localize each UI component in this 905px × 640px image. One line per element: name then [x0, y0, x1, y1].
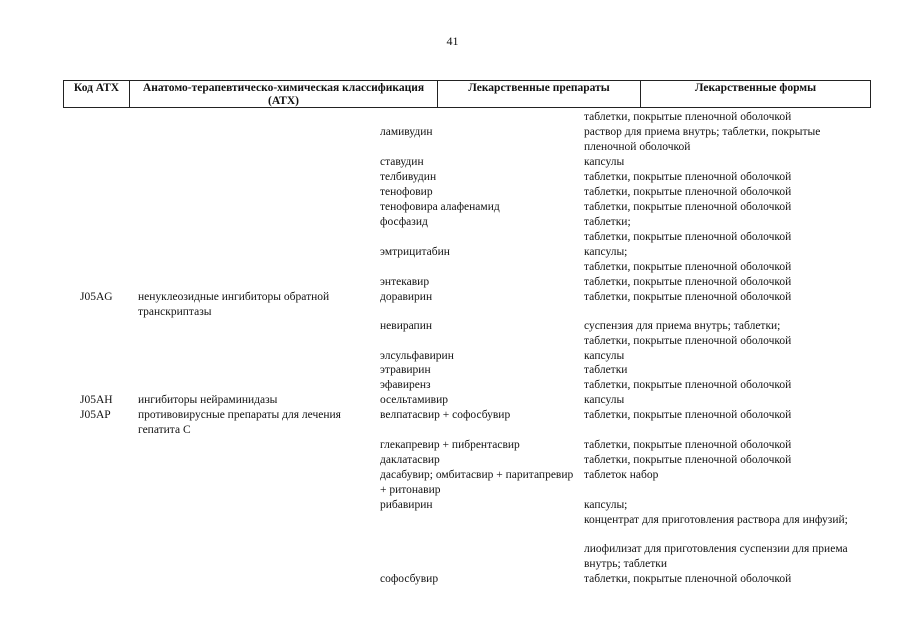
dosage-form: таблетки, покрытые пленочной оболочкой: [584, 573, 792, 585]
dosage-form: концентрат для приготовления раствора для инфузий;: [584, 514, 848, 526]
drug-name: эмтрицитабин: [380, 246, 450, 258]
drug-name: телбивудин: [380, 171, 437, 183]
drug-name: дасабувир; омбитасвир + паритапревир + ритонавир: [380, 469, 574, 496]
dosage-form: лиофилизат для приготовления суспензии для приема внутрь; таблетки: [584, 543, 848, 570]
drug-name: эфавиренз: [380, 379, 431, 391]
header-code: Код АТХ: [64, 81, 130, 107]
drug-name: энтекавир: [380, 276, 430, 288]
drug-name: тенофовира алафенамид: [380, 201, 500, 213]
drug-name: ламивудин: [380, 126, 433, 138]
drug-name: глекапревир + пибрентасвир: [380, 439, 520, 451]
header-classification: Анатомо-терапевтическо-химическая классификация (АТХ): [130, 81, 438, 107]
dosage-form: капсулы: [584, 156, 625, 168]
drug-name: этравирин: [380, 364, 431, 376]
dosage-form: таблетки, покрытые пленочной оболочкой: [584, 409, 792, 421]
dosage-form: таблетки, покрытые пленочной оболочкой: [584, 111, 792, 123]
header-drugs: Лекарственные препараты: [438, 81, 641, 107]
dosage-form: капсулы: [584, 394, 625, 406]
atc-classification: ингибиторы нейраминидазы: [138, 394, 278, 406]
dosage-form: таблетки, покрытые пленочной оболочкой: [584, 201, 792, 213]
drug-name: фосфазид: [380, 216, 428, 228]
drug-name: софосбувир: [380, 573, 439, 585]
dosage-form: таблетки, покрытые пленочной оболочкой: [584, 186, 792, 198]
header-forms: Лекарственные формы: [694, 82, 817, 94]
dosage-form: таблетки, покрытые пленочной оболочкой: [584, 291, 792, 303]
page-number: 41: [446, 34, 459, 48]
dosage-form: таблетки, покрытые пленочной оболочкой: [584, 276, 792, 288]
dosage-form: таблетки;: [584, 216, 631, 228]
dosage-form: таблетки, покрытые пленочной оболочкой: [584, 454, 792, 466]
dosage-form: таблетки, покрытые пленочной оболочкой: [584, 171, 792, 183]
dosage-form: таблетки, покрытые пленочной оболочкой: [584, 231, 792, 243]
atc-classification: ненуклеозидные ингибиторы обратной транскриптазы: [138, 291, 330, 318]
dosage-form: таблетки, покрытые пленочной оболочкой: [584, 335, 792, 347]
atc-code: J05AH: [80, 394, 113, 406]
dosage-form: капсулы: [584, 350, 625, 362]
drug-name: рибавирин: [380, 499, 433, 511]
atc-code: J05AG: [80, 291, 113, 303]
dosage-form: таблетки: [584, 364, 628, 376]
dosage-form: капсулы;: [584, 499, 628, 511]
drug-name: даклатасвир: [380, 454, 440, 466]
dosage-form: таблетки, покрытые пленочной оболочкой: [584, 379, 792, 391]
drug-name: тенофовир: [380, 186, 433, 198]
dosage-form: таблетки, покрытые пленочной оболочкой: [584, 261, 792, 273]
dosage-form: раствор для приема внутрь; таблетки, покрытые пленочной оболочкой: [584, 126, 821, 153]
dosage-form: таблетки, покрытые пленочной оболочкой: [584, 439, 792, 451]
table-header: [63, 80, 871, 108]
dosage-form: капсулы;: [584, 246, 628, 258]
drug-name: элсульфавирин: [380, 350, 454, 362]
dosage-form: таблеток набор: [584, 469, 659, 481]
drug-name: велпатасвир + софосбувир: [380, 409, 511, 421]
drug-name: ставудин: [380, 156, 424, 168]
dosage-form: суспензия для приема внутрь; таблетки;: [584, 320, 781, 332]
drug-name: невирапин: [380, 320, 433, 332]
drug-name: осельтамивир: [380, 394, 448, 406]
atc-code: J05AP: [80, 409, 111, 421]
drug-name: доравирин: [380, 291, 433, 303]
atc-classification: противовирусные препараты для лечения гепатита С: [138, 409, 341, 436]
